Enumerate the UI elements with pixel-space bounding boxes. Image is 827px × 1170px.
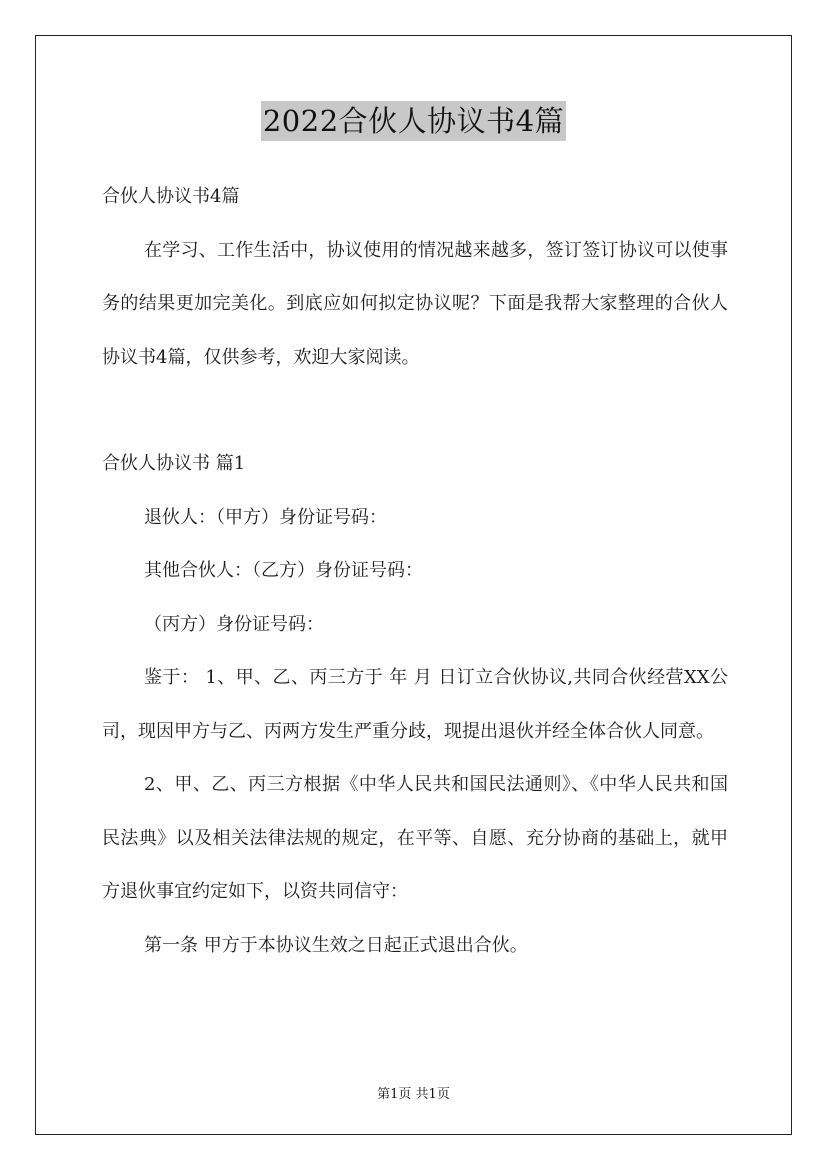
paragraph-legal-basis: 2、甲、乙、丙三方根据《中华人民共和国民法通则》、《中华人民共和国民法典》以及相关法律法规的规定，在平等、自愿、充分协商的基础上，就甲方退伙事宜约定如下，以资共同信守： [102, 774, 728, 902]
document-title: 2022合伙人协议书4篇 [261, 101, 566, 141]
page-footer: 第1页 共1页 [377, 1087, 450, 1102]
paragraph-other-partners: 其他合伙人：（乙方）身份证号码： [144, 560, 423, 581]
section-heading: 合伙人协议书 篇1 [102, 453, 246, 474]
subtitle: 合伙人协议书4篇 [102, 186, 240, 207]
paragraph-article-one: 第一条 甲方于本协议生效之日起正式退出合伙。 [144, 934, 528, 956]
title-container [0, 101, 827, 141]
paragraph-withdrawing-partner: 退伙人：（甲方）身份证号码： [144, 506, 387, 528]
document-body [102, 170, 728, 972]
paragraph-spacer [102, 384, 728, 437]
paragraph-party-c: （丙方）身份证号码： [144, 613, 324, 635]
intro-paragraph: 在学习、工作生活中，协议使用的情况越来越多，签订签订协议可以使事务的结果更加完美化。到底应如何拟定协议呢？下面是我帮大家整理的合伙人协议书4篇，仅供参考，欢迎大家阅读。 [102, 239, 728, 368]
paragraph-whereas: 鉴于： 1、甲、乙、丙三方于 年 月 日订立合伙协议,共同合伙经营XX公司，现因甲方与乙、丙两方发生严重分歧，现提出退伙并经全体合伙人同意。 [102, 667, 728, 742]
